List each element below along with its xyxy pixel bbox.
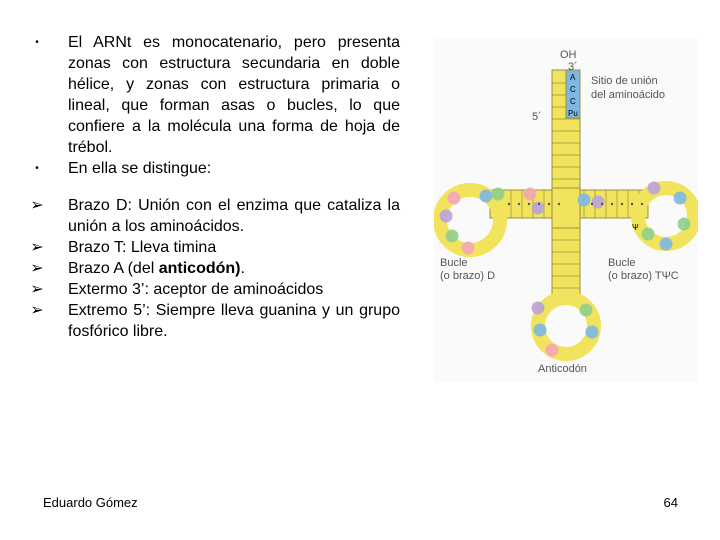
nucleotide-blob (546, 344, 559, 357)
t-loop-label-line1: Bucle (608, 257, 636, 269)
t-loop-label-line2: (o brazo) TΨC (608, 270, 679, 282)
nucleotide-blob (592, 196, 605, 209)
arrow-bullet-icon: ➢ (30, 260, 44, 277)
nucleotide-blob (524, 188, 537, 201)
acceptor-nucleotide: C (570, 85, 576, 94)
arrow-item (30, 195, 400, 237)
bullet-dot: • (35, 37, 39, 48)
arrow-bullet-icon: ➢ (30, 302, 44, 319)
bond-dot (508, 203, 510, 205)
nucleotide-blob (578, 194, 591, 207)
d-loop-label-line2: (o brazo) D (440, 270, 496, 282)
nucleotide-blob (492, 188, 505, 201)
bond-dot (591, 203, 593, 205)
acceptor-nucleotide: Pu (568, 109, 578, 118)
nucleotide-blob (660, 238, 673, 251)
arrow-bullet-icon: ➢ (30, 239, 44, 256)
acceptor-nucleotide: C (570, 97, 576, 106)
arrow-item (30, 300, 400, 342)
arrow-text: Brazo A (del (68, 260, 159, 277)
bullet-dot: • (35, 163, 39, 174)
bond-dot (641, 203, 643, 205)
arrow-bold-text: anticodón) (158, 260, 241, 277)
arrow-text: Brazo T: Lleva timina (68, 239, 217, 256)
site-label-line1: Sitio de unión (591, 75, 658, 87)
nucleotide-blob (674, 192, 687, 205)
bond-dot (601, 203, 603, 205)
acceptor-nucleotide: A (570, 73, 576, 82)
nucleotide-blob (448, 192, 461, 205)
arrow-bullet-icon: ➢ (30, 281, 44, 298)
bullet-item (30, 32, 400, 158)
anticodon-stem (552, 228, 580, 298)
nucleotide-blob (678, 218, 691, 231)
bond-dot (611, 203, 613, 205)
central-junction (552, 188, 580, 228)
bond-dot (548, 203, 550, 205)
bullet-text: El ARNt es monocatenario, pero presenta zonas con estructura secundaria en doble hélice, y zonas con estructura primaria o lineal, que forman asas o bucles, lo que confiere a la molécula una forma de hoja de trébol. (68, 34, 400, 156)
arrow-item (30, 279, 400, 300)
footer-author: Eduardo Gómez (43, 495, 138, 510)
bond-dot (538, 203, 540, 205)
arrow-bullet-icon: ➢ (30, 197, 44, 214)
bond-dot (621, 203, 623, 205)
bond-dot (528, 203, 530, 205)
arrow-text: Extermo 3’: aceptor de aminoácidos (68, 281, 324, 298)
arrow-text: Brazo D: Unión con el enzima que cataliza la unión a los aminoácidos. (68, 197, 400, 235)
arrow-text: Extremo 5’: Siempre lleva guanina y un grupo fosfórico libre. (68, 302, 400, 340)
nucleotide-blob (440, 210, 453, 223)
bullet-text: En ella se distingue: (68, 160, 212, 177)
bullet-item (30, 158, 400, 179)
bond-dot (518, 203, 520, 205)
nucleotide-blob (480, 190, 493, 203)
nucleotide-blob (580, 304, 593, 317)
bond-dot (631, 203, 633, 205)
arrow-item (30, 237, 400, 258)
five-prime-label: 5´ (532, 111, 542, 123)
psi-nucleotide: Ψ (632, 223, 639, 232)
nucleotide-blob (642, 228, 655, 241)
nucleotide-blob (532, 302, 545, 315)
bond-dot (558, 203, 560, 205)
d-loop-label-line1: Bucle (440, 257, 468, 269)
nucleotide-blob (446, 230, 459, 243)
trna-cloverleaf-figure (434, 38, 698, 382)
oh-label: OH (560, 49, 577, 61)
site-label-line2: del aminoácido (591, 89, 665, 101)
arrow-item (30, 258, 400, 279)
nucleotide-blob (648, 182, 661, 195)
page-number: 64 (663, 495, 678, 510)
nucleotide-blob (462, 242, 475, 255)
nucleotide-blob (586, 326, 599, 339)
three-prime-label: 3´ (568, 61, 578, 73)
trna-diagram (434, 38, 698, 382)
text-column (30, 32, 400, 342)
arrow-text-post: . (240, 260, 245, 277)
anticodon-label: Anticodón (538, 363, 587, 375)
nucleotide-blob (534, 324, 547, 337)
